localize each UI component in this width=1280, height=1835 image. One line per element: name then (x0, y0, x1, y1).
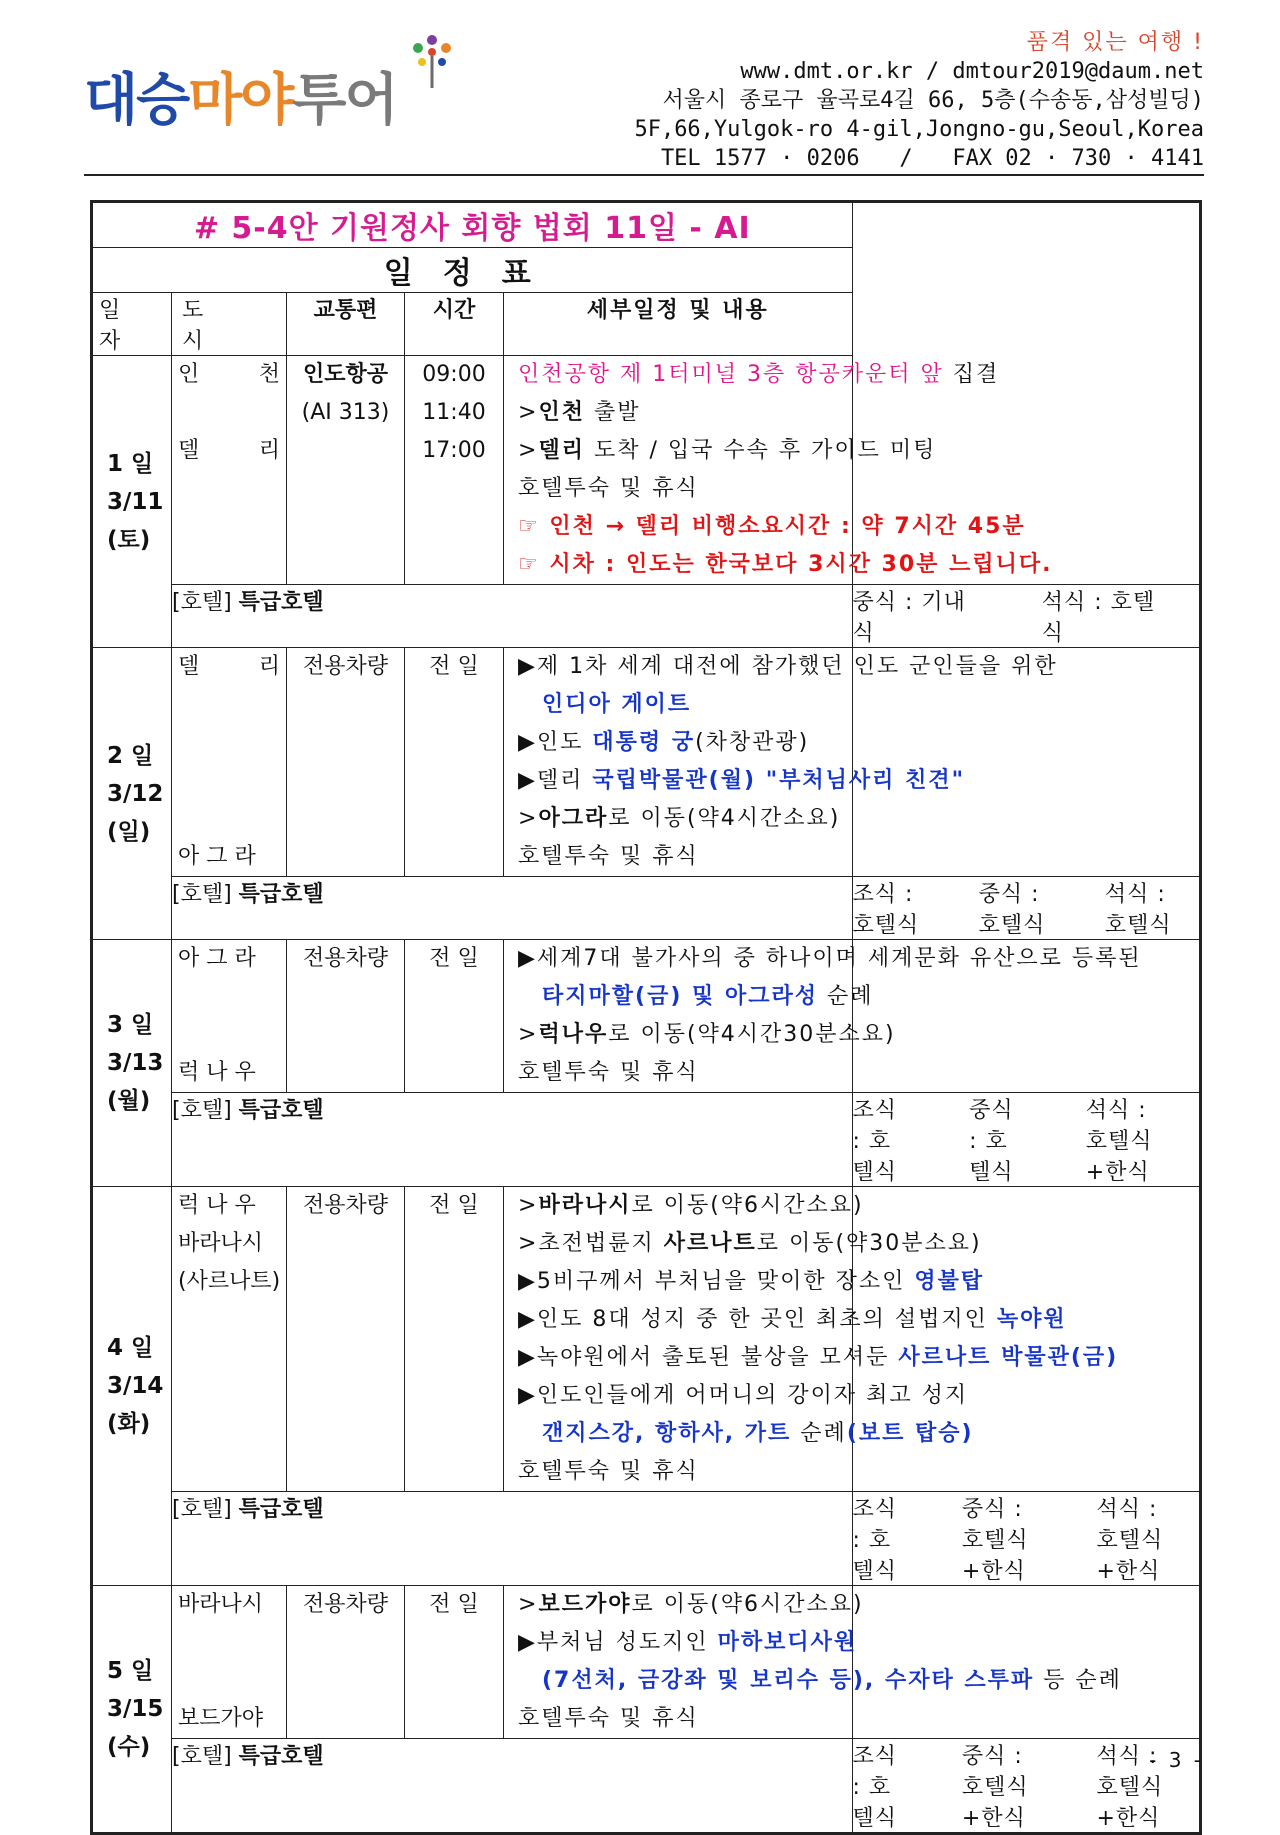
city: 보드가야 (178, 1706, 264, 1731)
meal-dinner: 석식 : 호텔식 (1041, 590, 1156, 646)
detail-cell: 인천공항 제 1터미널 3층 항공카운터 앞 집결 >인천 출발 >델리 도착 / 입국 수속 후 가이드 미팅 호텔투숙 및 휴식 ☞ 인천 → 델리 비행소요시간 : 약 7시간 45분 ☞ 시차 : 인도는 한국보다 3시간 30분 느립니다. (504, 356, 853, 585)
detail-text: ▶제 1차 세계 대전에 참가했던 인도 군인들을 위한 (518, 654, 1058, 679)
city-cell (172, 1586, 287, 1739)
schedule-subtitle: 일정표 (92, 248, 853, 293)
detail-text: 등 순례 (1034, 1668, 1122, 1693)
day-weekday: (수) (107, 1734, 151, 1760)
city: 럭 나 우 (178, 1060, 256, 1085)
time: 11:40 (422, 400, 486, 425)
detail-text: ▶5비구께서 부처님을 맞이한 장소인 (518, 1269, 915, 1294)
detail-cell (504, 648, 1058, 877)
contact-line[interactable]: www.dmt.or.kr / dmtour2019@daum.net (740, 59, 1204, 84)
time-difference-note: ☞ 시차 : 인도는 한국보다 3시간 30분 느립니다. (518, 552, 1053, 577)
meal-lunch: 중식 : 호텔식 (978, 882, 1046, 938)
flower-icon (402, 30, 462, 90)
detail-text: ▶델리 (518, 768, 593, 793)
city: (사르나트) (178, 1269, 281, 1294)
transport-cell (287, 1586, 405, 1739)
place-name: 영불탑 (914, 1269, 985, 1294)
city: 리 (258, 654, 280, 679)
detail-text: > (518, 400, 539, 425)
day-number: 2 일 (107, 742, 154, 769)
flight-time-note: ☞ 인천 → 델리 비행소요시간 : 약 7시간 45분 (518, 514, 1026, 539)
day-date: 3/14 (107, 1373, 164, 1399)
transport-cell (287, 940, 405, 1093)
meal-breakfast: 조식 : 호텔식 (852, 1098, 898, 1185)
detail-text: 집결 (952, 362, 1000, 387)
meals-cell (852, 877, 1201, 940)
day-number: 1 일 (107, 450, 154, 477)
place-name: 델리 (538, 438, 585, 463)
time: 17:00 (422, 438, 486, 463)
day-row (92, 356, 1201, 585)
hotel-label: [호텔] (172, 1098, 232, 1123)
detail-text: > (518, 1193, 539, 1218)
schedule-table (90, 200, 1202, 1835)
hotel-label: [호텔] (172, 882, 232, 907)
time-cell (405, 648, 504, 877)
city-cell (172, 940, 287, 1093)
day-number: 5 일 (107, 1658, 154, 1684)
phone-fax: TEL 1577 · 0206 / FAX 02 · 730 · 4141 (660, 146, 1204, 171)
meals-cell (852, 1492, 1201, 1586)
logo-part-3: 투어 (292, 68, 397, 133)
page-number: - 3 - (1149, 1748, 1204, 1772)
place-name: 사르나트 박물관(금) (898, 1345, 1119, 1370)
hotel-cell (172, 877, 853, 940)
meals-cell (852, 1093, 1201, 1187)
hotel-meal-row (92, 585, 1201, 648)
transport-cell (287, 1187, 405, 1492)
boat-note: (보트 탑승) (846, 1421, 974, 1446)
time-cell (405, 356, 504, 585)
hotel-cell (172, 1739, 853, 1834)
detail-text: 로 이동(약6시간소요) (631, 1592, 864, 1617)
time-cell (405, 1187, 504, 1492)
hotel-cell (172, 1093, 853, 1187)
detail-cell (504, 1586, 1122, 1739)
day-cell (92, 356, 172, 648)
address-en: 5F,66,Yulgok-ro 4-gil,Jongno-gu,Seoul,Korea (634, 117, 1204, 142)
day-weekday: (월) (107, 1088, 151, 1114)
logo-part-1: 대승 (84, 68, 189, 133)
col-city: 도시 (172, 293, 287, 356)
day-number: 4 일 (107, 1335, 154, 1361)
meal-lunch: 중식 : 호텔식+한식 (961, 1744, 1029, 1831)
day-cell (92, 1586, 172, 1834)
detail-text: 도착 / 입국 수속 후 가이드 미팅 (584, 438, 937, 463)
detail-text: 출발 (584, 400, 641, 425)
place-name: 국립박물관(월) "부처님사리 친견" (592, 768, 966, 793)
detail-text: ▶녹야원에서 출토된 불상을 모셔둔 (518, 1345, 899, 1370)
time: 전 일 (429, 1592, 479, 1617)
meal-lunch: 중식 : 호텔식 (969, 1098, 1014, 1185)
city: 아 그 라 (178, 946, 256, 971)
city: 바라나시 (178, 1592, 264, 1617)
detail-text: 로 이동(약4시간소요) (608, 806, 841, 831)
address-ko: 서울시 종로구 율곡로4길 66, 5층(수송동,삼성빌딩) (662, 88, 1204, 113)
detail-text: >초전법륜지 (518, 1231, 664, 1256)
day-cell (92, 940, 172, 1187)
hotel-name: 특급호텔 (238, 1744, 324, 1769)
airline: 인도항공 (302, 362, 388, 387)
city: 럭 나 우 (178, 1193, 256, 1218)
header-divider (84, 174, 1204, 176)
col-transport: 교통편 (287, 293, 405, 356)
place-name: 아그라 (538, 806, 609, 831)
meal-dinner: 석식 : 호텔식 (1104, 882, 1172, 938)
detail-text: 로 이동(약6시간소요) (631, 1193, 864, 1218)
time: 전 일 (429, 654, 479, 679)
detail-text: 로 이동(약30분소요) (756, 1231, 982, 1256)
time: 09:00 (422, 362, 486, 387)
hotel-meal-row (92, 1093, 1201, 1187)
detail-text: ▶부처님 성도지인 (518, 1630, 718, 1655)
city: 아 그 라 (178, 844, 256, 869)
city: 천 (258, 362, 280, 387)
company-info (634, 28, 1204, 173)
company-logo (84, 28, 464, 133)
place-name: 인디아 게이트 (542, 692, 692, 717)
meal-breakfast: 조식 : 호텔식 (852, 882, 920, 938)
city: 리 (258, 438, 280, 463)
column-headers (92, 293, 1201, 356)
detail-text: 순례 (817, 984, 874, 1009)
city-cell (172, 1187, 287, 1492)
detail-text: 호텔투숙 및 휴식 (518, 1060, 699, 1085)
place-name: 럭나우 (538, 1022, 609, 1047)
place-name: 타지마할(금) 및 아그라성 (542, 984, 818, 1009)
detail-cell (504, 940, 1142, 1093)
place-name: 녹야원 (996, 1307, 1067, 1332)
city: 델 (178, 438, 200, 463)
hotel-name: 특급호텔 (238, 590, 324, 615)
meal-dinner: 석식 : 호텔식+한식 (1096, 1497, 1164, 1584)
hotel-label: [호텔] (172, 1744, 232, 1769)
detail-text: 호텔투숙 및 휴식 (518, 476, 699, 501)
meeting-point: 인천공항 제 1터미널 3층 항공카운터 앞 (518, 362, 944, 387)
place-name: 바라나시 (538, 1193, 632, 1218)
city: 바라나시 (178, 1231, 264, 1256)
day-weekday: (토) (107, 526, 151, 553)
detail-text: > (518, 806, 539, 831)
meal-breakfast: 조식 : 호텔식 (852, 1497, 898, 1584)
slogan: 품격 있는 여행 ! (1026, 30, 1204, 55)
day-number: 3 일 (107, 1012, 154, 1038)
meal-dinner: 석식 : 호텔식+한식 (1096, 1744, 1164, 1831)
detail-text: ▶인도 (518, 730, 593, 755)
meal-breakfast: 조식 : 호텔식 (852, 1744, 898, 1831)
day-date: 3/15 (107, 1696, 164, 1722)
day-date: 3/11 (107, 488, 164, 515)
detail-text: ▶인도인들에게 어머니의 강이자 최고 성지 (518, 1383, 969, 1408)
detail-text: > (518, 1022, 539, 1047)
day-cell (92, 648, 172, 940)
time-cell (405, 1586, 504, 1739)
city: 인 (178, 362, 200, 387)
day-row (92, 940, 1201, 1093)
hotel-name: 특급호텔 (238, 1098, 324, 1123)
hotel-cell (172, 1492, 853, 1586)
detail-text: ▶인도 8대 성지 중 한 곳인 최초의 설법지인 (518, 1307, 997, 1332)
hotel-meal-row (92, 1492, 1201, 1586)
detail-text: 순례 (791, 1421, 847, 1446)
detail-text: 호텔투숙 및 휴식 (518, 1459, 699, 1484)
hotel-cell (172, 585, 853, 648)
detail-text: ▶세계7대 불가사의 중 하나이며 세계문화 유산으로 등록된 (518, 946, 1142, 971)
detail-text: 호텔투숙 및 휴식 (518, 844, 699, 869)
col-time: 시간 (405, 293, 504, 356)
hotel-name: 특급호텔 (238, 1497, 324, 1522)
day-row (92, 1586, 1201, 1739)
day-row (92, 1187, 1201, 1492)
transport-cell (287, 648, 405, 877)
vehicle: 전용차량 (302, 654, 388, 679)
place-name: 갠지스강, 항하사, 가트 (542, 1421, 792, 1446)
day-row (92, 648, 1201, 877)
hotel-name: 특급호텔 (238, 882, 324, 907)
col-detail: 세부일정 및 내용 (504, 293, 853, 356)
day-date: 3/12 (107, 780, 164, 807)
hotel-label: [호텔] (172, 590, 232, 615)
transport-cell (287, 356, 405, 585)
logo-part-2: 마야 (188, 68, 293, 133)
day-cell (92, 1187, 172, 1586)
detail-text: > (518, 1592, 539, 1617)
place-name: 마하보디사원 (717, 1630, 858, 1655)
time: 전 일 (429, 1193, 479, 1218)
meal-lunch: 중식 : 기내식 (852, 590, 966, 646)
detail-text: 로 이동(약4시간30분소요) (608, 1022, 896, 1047)
place-name: 보드가야 (538, 1592, 632, 1617)
time-cell (405, 940, 504, 1093)
vehicle: 전용차량 (302, 946, 388, 971)
day-weekday: (화) (107, 1411, 151, 1437)
detail-text: 호텔투숙 및 휴식 (518, 1706, 699, 1731)
vehicle: 전용차량 (302, 1193, 388, 1218)
city-cell (172, 648, 287, 877)
place-name: 대통령 궁 (592, 730, 696, 755)
day-date: 3/13 (107, 1050, 164, 1076)
day-weekday: (일) (107, 818, 151, 845)
meal-lunch: 중식 : 호텔식+한식 (961, 1497, 1029, 1584)
place-name: 인천 (538, 400, 585, 425)
city: 델 (178, 654, 200, 679)
hotel-meal-row (92, 877, 1201, 940)
meals-cell (852, 585, 1201, 648)
col-day: 일자 (92, 293, 172, 356)
vehicle: 전용차량 (302, 1592, 388, 1617)
schedule-title: # 5-4안 기원정사 회향 법회 11일 - AI (92, 202, 853, 248)
city-cell (172, 356, 287, 585)
flight-number: (AI 313) (301, 400, 390, 425)
hotel-label: [호텔] (172, 1497, 232, 1522)
logo-wordmark (84, 56, 397, 136)
time: 전 일 (429, 946, 479, 971)
hotel-meal-row (92, 1739, 1201, 1834)
detail-cell (504, 1187, 1119, 1492)
meal-dinner: 석식 : 호텔식+한식 (1085, 1098, 1153, 1185)
detail-text: (차창관광) (695, 730, 810, 755)
place-name: 사르나트 (663, 1231, 757, 1256)
place-name: (7선처, 금강좌 및 보리수 등), 수자타 스투파 (542, 1668, 1035, 1693)
